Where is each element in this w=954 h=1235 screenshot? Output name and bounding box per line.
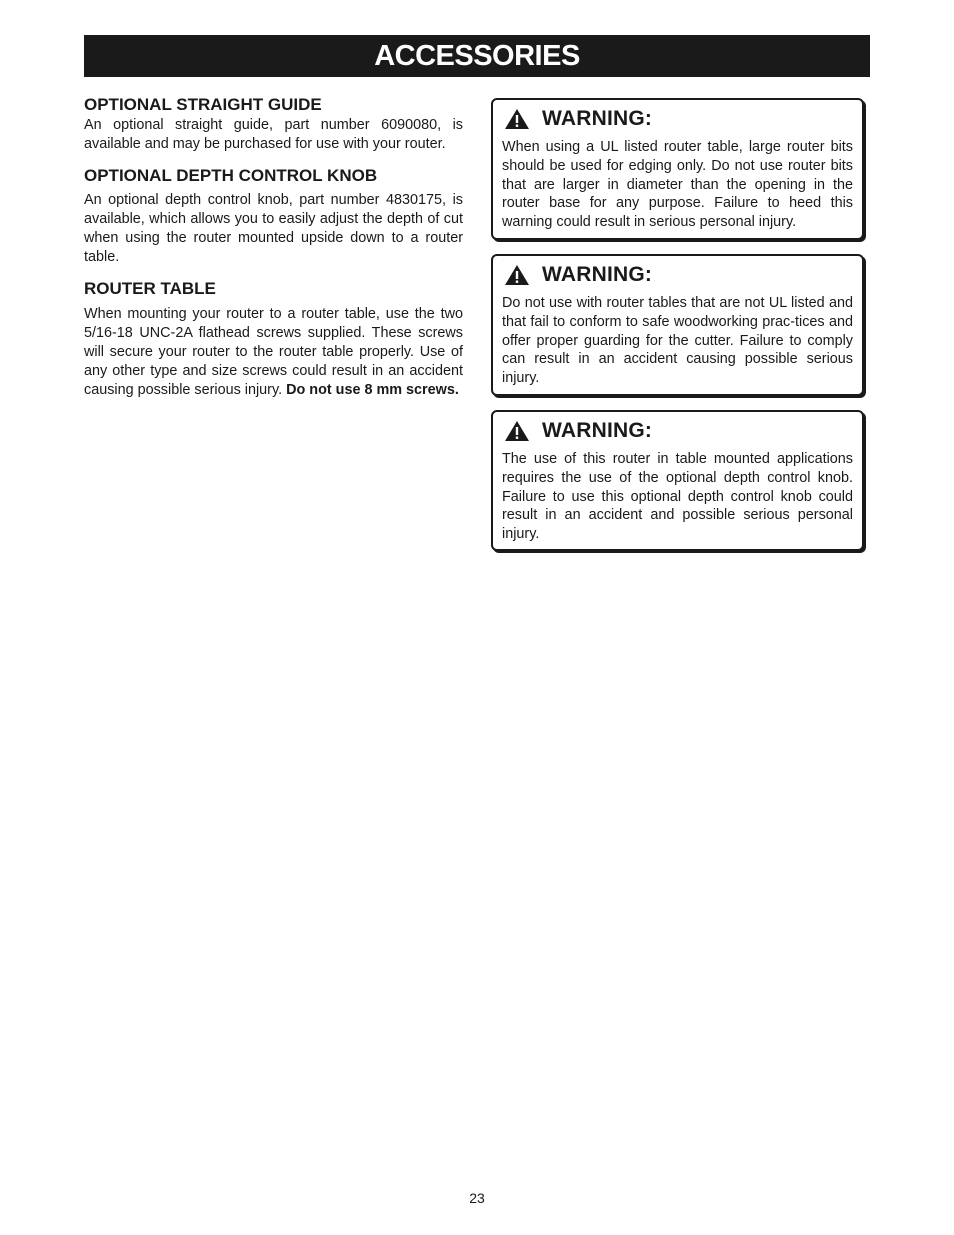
section-body-straight-guide: An optional straight guide, part number 6090080, is available and may be purchased for use with your router. [84,117,463,152]
header-bar [84,35,870,77]
warning-label: WARNING: [542,107,653,130]
router-table-bold-note: Do not use 8 mm screws. [286,382,459,398]
section-body-depth-knob: An optional depth control knob, part number 4830175, is available, which allows you to easily adjust the depth of cut when using the router mounted upside down to a router table. [84,192,463,265]
warning-text: The use of this router in table mounted applications requires the use of the optional depth control knob. Failure to use this optional depth control knob could result in an accident and possible serious personal injury. [502,451,853,543]
accessories-column [84,95,463,400]
warning-box-1 [491,98,864,240]
section-body-router-table [84,305,463,400]
warning-header [502,262,853,288]
page-number: 23 [469,1190,485,1206]
warning-header [502,106,853,132]
warning-box-2 [491,254,864,396]
warning-text: Do not use with router tables that are not UL listed and that fail to conform to safe woodworking prac-tices and offer proper guarding for the cutter. Failure to comply can result in an accident causing possible serious injury. [502,295,853,387]
warning-text: When using a UL listed router table, large router bits should be used for edging only. Do not use router bits that are larger in diameter than the opening in the router base for any purpose. Failure to heed this warning could result in serious personal injury. [502,139,853,231]
page-title: ACCESSORIES [374,39,580,72]
warning-header [502,418,853,444]
warning-label: WARNING: [542,263,653,286]
warning-box-3 [491,410,864,551]
section-title-router-table: ROUTER TABLE [84,279,216,298]
warning-label: WARNING: [542,419,653,442]
section-title-depth-knob: OPTIONAL DEPTH CONTROL KNOB [84,166,378,185]
section-title-straight-guide: OPTIONAL STRAIGHT GUIDE [84,95,322,114]
router-table-text: When mounting your router to a router table, use the two 5/16-18 UNC-2A flathead screws supplied. These screws will secure your router to the router table properly. Use of any other type and size screws could result in an accident causing possible serious injury. [84,306,463,398]
warning-triangle-icon [504,108,530,130]
warning-triangle-icon [504,420,530,442]
warning-triangle-icon [504,264,530,286]
